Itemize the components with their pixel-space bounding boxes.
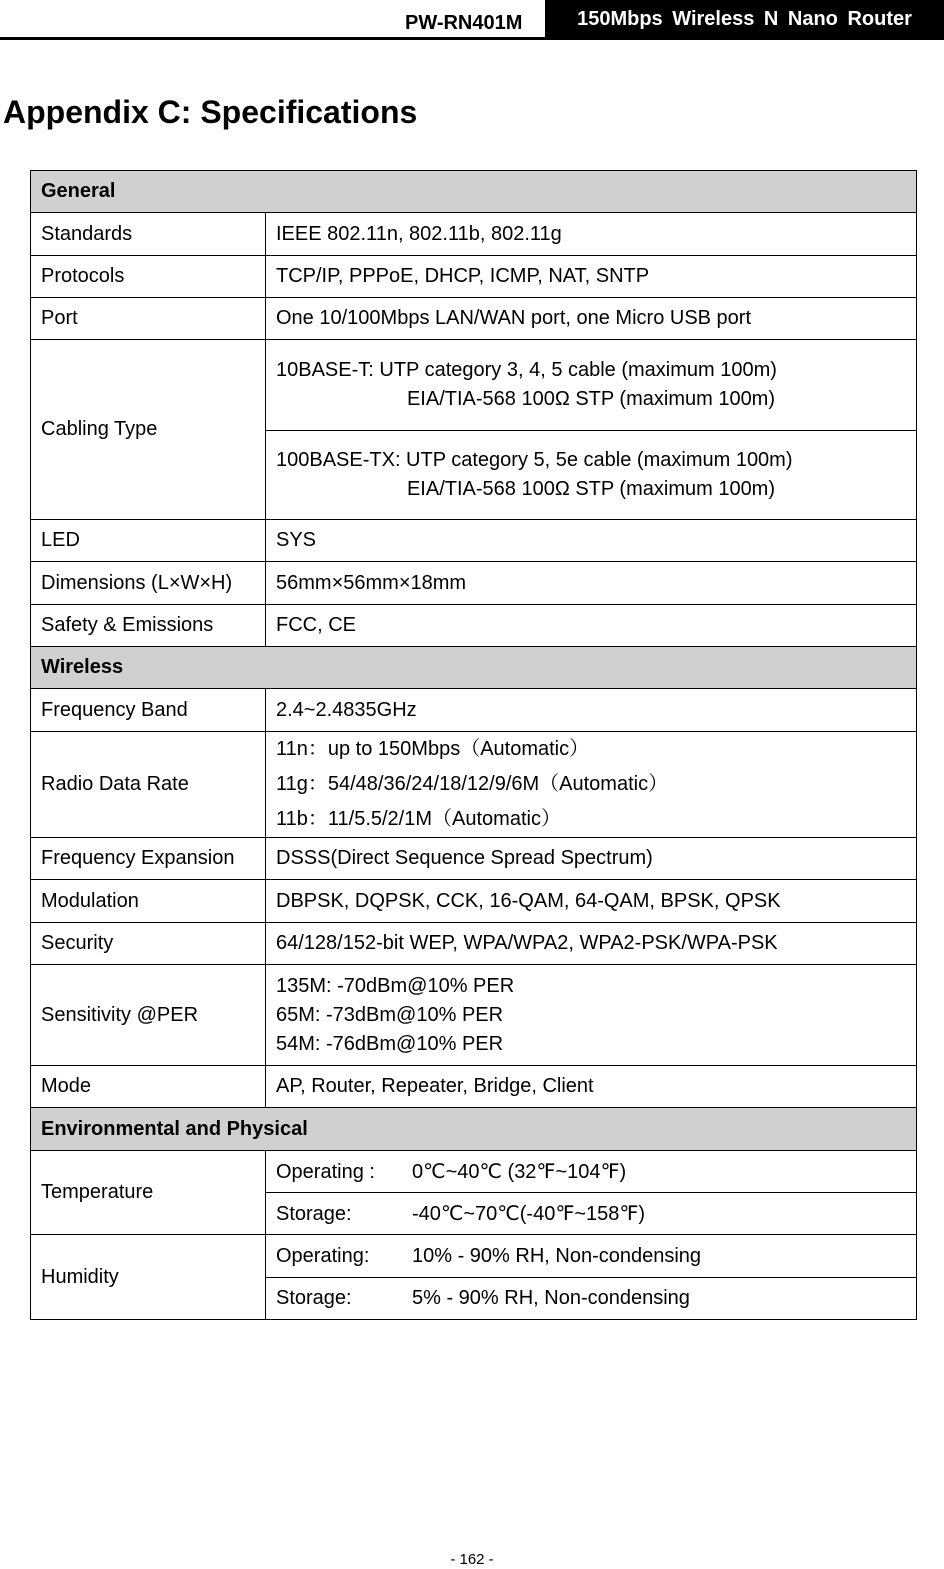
spec-value: DSSS(Direct Sequence Spread Spectrum) (266, 838, 917, 880)
page-header (0, 0, 944, 40)
spec-value (266, 732, 917, 838)
model-name: PW-RN401M (405, 12, 523, 34)
table-row (31, 880, 917, 923)
spec-label: Safety & Emissions (31, 605, 266, 647)
spec-value: IEEE 802.11n, 802.11b, 802.11g (266, 213, 917, 256)
spec-value: TCP/IP, PPPoE, DHCP, ICMP, NAT, SNTP (266, 256, 917, 298)
spec-value (266, 1235, 917, 1278)
spec-value: 2.4~2.4835GHz (266, 689, 917, 732)
rate-11n: 11n：up to 150Mbps（Automatic） (276, 738, 590, 760)
spec-label: Radio Data Rate (31, 732, 266, 838)
product-name: 150Mbps Wireless N Nano Router (545, 0, 944, 38)
section-heading: Environmental and Physical (31, 1108, 917, 1151)
temp-operating-value: 0℃~40℃ (32℉~104℉) (412, 1161, 627, 1183)
table-row (31, 340, 917, 431)
spec-value: 56mm×56mm×18mm (266, 562, 917, 605)
cable-stp: EIA/TIA-568 100Ω STP (maximum 100m) (406, 478, 776, 500)
sensitivity-65m: 65M: -73dBm@10% PER (276, 1003, 504, 1026)
section-heading: Wireless (31, 647, 917, 689)
section-general (31, 171, 917, 213)
table-row (31, 298, 917, 340)
table-row (31, 520, 917, 562)
spec-label: Standards (31, 213, 266, 256)
spec-label: Mode (31, 1066, 266, 1108)
spec-label: Frequency Expansion (31, 838, 266, 880)
section-wireless (31, 647, 917, 689)
spec-value (266, 965, 917, 1066)
rate-11b: 11b：11/5.5/2/1M（Automatic） (276, 808, 561, 830)
header-rule (0, 37, 944, 40)
spec-label: Humidity (31, 1235, 266, 1320)
table-row (31, 256, 917, 298)
spec-label: Frequency Band (31, 689, 266, 732)
section-heading: General (31, 171, 917, 213)
sensitivity-54m: 54M: -76dBm@10% PER (276, 1032, 504, 1055)
spec-value (266, 340, 917, 431)
temp-operating-key: Operating : (276, 1161, 375, 1183)
table-row (31, 562, 917, 605)
spec-value: One 10/100Mbps LAN/WAN port, one Micro USB port (266, 298, 917, 340)
rate-11g: 11g：54/48/36/24/18/12/9/6M（Automatic） (276, 773, 669, 795)
spec-value: DBPSK, DQPSK, CCK, 16-QAM, 64-QAM, BPSK, QPSK (266, 880, 917, 923)
spec-label: Cabling Type (31, 340, 266, 520)
section-environment (31, 1108, 917, 1151)
table-row (31, 838, 917, 880)
spec-label: Security (31, 923, 266, 965)
table-row (31, 605, 917, 647)
page-title: Appendix C: Specifications (3, 94, 418, 130)
spec-label: LED (31, 520, 266, 562)
spec-value (266, 1193, 917, 1235)
spec-table (30, 170, 917, 1320)
temp-storage-value: -40℃~70℃(-40℉~158℉) (412, 1203, 646, 1225)
table-row (31, 923, 917, 965)
spec-value: 64/128/152-bit WEP, WPA/WPA2, WPA2-PSK/WPA-PSK (266, 923, 917, 965)
table-row (31, 1066, 917, 1108)
spec-value: SYS (266, 520, 917, 562)
temp-storage-key: Storage: (276, 1203, 352, 1225)
humidity-storage-key: Storage: (276, 1287, 352, 1309)
spec-value: FCC, CE (266, 605, 917, 647)
spec-label: Protocols (31, 256, 266, 298)
spec-label: Dimensions (L×W×H) (31, 562, 266, 605)
humidity-storage-value: 5% - 90% RH, Non-condensing (412, 1287, 690, 1309)
spec-label: Temperature (31, 1151, 266, 1235)
page-number: - 162 - (450, 1551, 494, 1568)
spec-label: Port (31, 298, 266, 340)
table-row (31, 213, 917, 256)
spec-value (266, 431, 917, 520)
cable-100base-tx: 100BASE-TX: UTP category 5, 5e cable (maximum 100m) (276, 449, 793, 471)
humidity-operating-value: 10% - 90% RH, Non-condensing (412, 1244, 702, 1267)
spec-label: Modulation (31, 880, 266, 923)
table-row (31, 1235, 917, 1278)
table-row (31, 965, 917, 1066)
spec-value: AP, Router, Repeater, Bridge, Client (266, 1066, 917, 1108)
humidity-operating-key: Operating: (276, 1244, 370, 1267)
spec-label: Sensitivity @PER (31, 965, 266, 1066)
spec-value (266, 1278, 917, 1320)
cable-stp: EIA/TIA-568 100Ω STP (maximum 100m) (406, 388, 776, 410)
table-row (31, 689, 917, 732)
sensitivity-135m: 135M: -70dBm@10% PER (276, 974, 515, 997)
table-row (31, 732, 917, 838)
table-row (31, 1151, 917, 1193)
spec-value (266, 1151, 917, 1193)
cable-10base-t: 10BASE-T: UTP category 3, 4, 5 cable (maximum 100m) (276, 359, 777, 381)
